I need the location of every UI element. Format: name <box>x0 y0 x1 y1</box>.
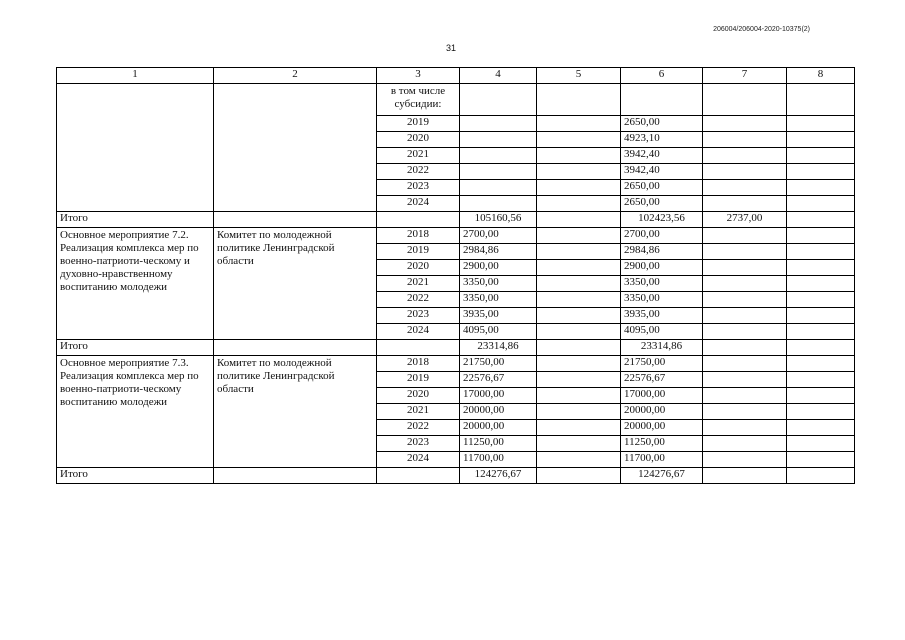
value-cell: 2700,00 <box>460 228 537 244</box>
value-cell: 4923,10 <box>621 132 703 148</box>
year-cell: 2023 <box>377 180 460 196</box>
value-cell: 22576,67 <box>621 372 703 388</box>
value-cell: 17000,00 <box>621 388 703 404</box>
value-cell: 4095,00 <box>460 324 537 340</box>
year-cell: 2024 <box>377 196 460 212</box>
table-row <box>57 84 855 116</box>
year-cell: 2022 <box>377 292 460 308</box>
header-cell: 4 <box>460 68 537 84</box>
value-cell: 11700,00 <box>621 452 703 468</box>
table-row <box>57 356 855 372</box>
total-value: 102423,56 <box>621 212 703 228</box>
value-cell: 21750,00 <box>621 356 703 372</box>
year-cell: 2022 <box>377 420 460 436</box>
year-cell: 2021 <box>377 148 460 164</box>
value-cell: 3350,00 <box>460 276 537 292</box>
value-cell: 3942,40 <box>621 164 703 180</box>
value-cell: 21750,00 <box>460 356 537 372</box>
total-value: 2737,00 <box>703 212 787 228</box>
cell <box>537 84 621 116</box>
year-cell: 2018 <box>377 228 460 244</box>
total-row <box>57 340 855 356</box>
total-row <box>57 212 855 228</box>
table-header-row <box>57 68 855 84</box>
total-label: Итого <box>57 212 214 228</box>
year-cell: 2023 <box>377 308 460 324</box>
value-cell: 2984,86 <box>621 244 703 260</box>
executor-cell: Комитет по молодежной политике Ленинградской области <box>214 356 377 468</box>
cell <box>460 84 537 116</box>
year-cell: 2023 <box>377 436 460 452</box>
subsidy-label: в том числе субсидии: <box>377 84 460 116</box>
total-value: 124276,67 <box>460 468 537 484</box>
cell <box>787 84 855 116</box>
total-value: 105160,56 <box>460 212 537 228</box>
value-cell: 20000,00 <box>621 404 703 420</box>
total-value: 23314,86 <box>621 340 703 356</box>
header-cell: 8 <box>787 68 855 84</box>
table-row <box>57 228 855 244</box>
value-cell: 2700,00 <box>621 228 703 244</box>
value-cell: 2900,00 <box>621 260 703 276</box>
value-cell: 20000,00 <box>621 420 703 436</box>
total-value: 124276,67 <box>621 468 703 484</box>
year-cell: 2024 <box>377 324 460 340</box>
value-cell: 3350,00 <box>621 292 703 308</box>
year-cell: 2024 <box>377 452 460 468</box>
header-cell: 3 <box>377 68 460 84</box>
value-cell: 2650,00 <box>621 180 703 196</box>
value-cell: 2984,86 <box>460 244 537 260</box>
value-cell: 3935,00 <box>460 308 537 324</box>
total-label: Итого <box>57 468 214 484</box>
year-cell: 2018 <box>377 356 460 372</box>
year-cell: 2021 <box>377 404 460 420</box>
value-cell: 11700,00 <box>460 452 537 468</box>
header-cell: 1 <box>57 68 214 84</box>
empty-cell <box>214 84 377 212</box>
header-cell: 7 <box>703 68 787 84</box>
cell <box>621 84 703 116</box>
header-cell: 6 <box>621 68 703 84</box>
document-id: 206004/206004-2020-10375(2) <box>713 26 810 33</box>
value-cell: 17000,00 <box>460 388 537 404</box>
year-cell: 2019 <box>377 116 460 132</box>
header-cell: 2 <box>214 68 377 84</box>
page-number: 31 <box>446 43 457 53</box>
value-cell: 20000,00 <box>460 420 537 436</box>
executor-cell: Комитет по молодежной политике Ленинградской области <box>214 228 377 340</box>
year-cell: 2022 <box>377 164 460 180</box>
value-cell: 22576,67 <box>460 372 537 388</box>
value-cell: 3942,40 <box>621 148 703 164</box>
value-cell: 2650,00 <box>621 196 703 212</box>
total-value: 23314,86 <box>460 340 537 356</box>
value-cell: 11250,00 <box>460 436 537 452</box>
year-cell: 2020 <box>377 132 460 148</box>
total-row <box>57 468 855 484</box>
year-cell: 2019 <box>377 372 460 388</box>
activity-description: Основное мероприятие 7.2. Реализация комплекса мер по военно-патриоти-ческому и духовно-нравственному воспитанию молодежи <box>57 228 214 340</box>
cell <box>703 84 787 116</box>
budget-table <box>56 67 855 484</box>
value-cell: 3935,00 <box>621 308 703 324</box>
empty-cell <box>57 84 214 212</box>
total-label: Итого <box>57 340 214 356</box>
year-cell: 2020 <box>377 388 460 404</box>
header-cell: 5 <box>537 68 621 84</box>
value-cell: 4095,00 <box>621 324 703 340</box>
year-cell: 2019 <box>377 244 460 260</box>
activity-description: Основное мероприятие 7.3. Реализация комплекса мер по военно-патриоти-ческому воспитанию молодежи <box>57 356 214 468</box>
value-cell: 3350,00 <box>621 276 703 292</box>
value-cell: 3350,00 <box>460 292 537 308</box>
value-cell: 2650,00 <box>621 116 703 132</box>
value-cell: 20000,00 <box>460 404 537 420</box>
value-cell: 11250,00 <box>621 436 703 452</box>
value-cell: 2900,00 <box>460 260 537 276</box>
year-cell: 2021 <box>377 276 460 292</box>
year-cell: 2020 <box>377 260 460 276</box>
